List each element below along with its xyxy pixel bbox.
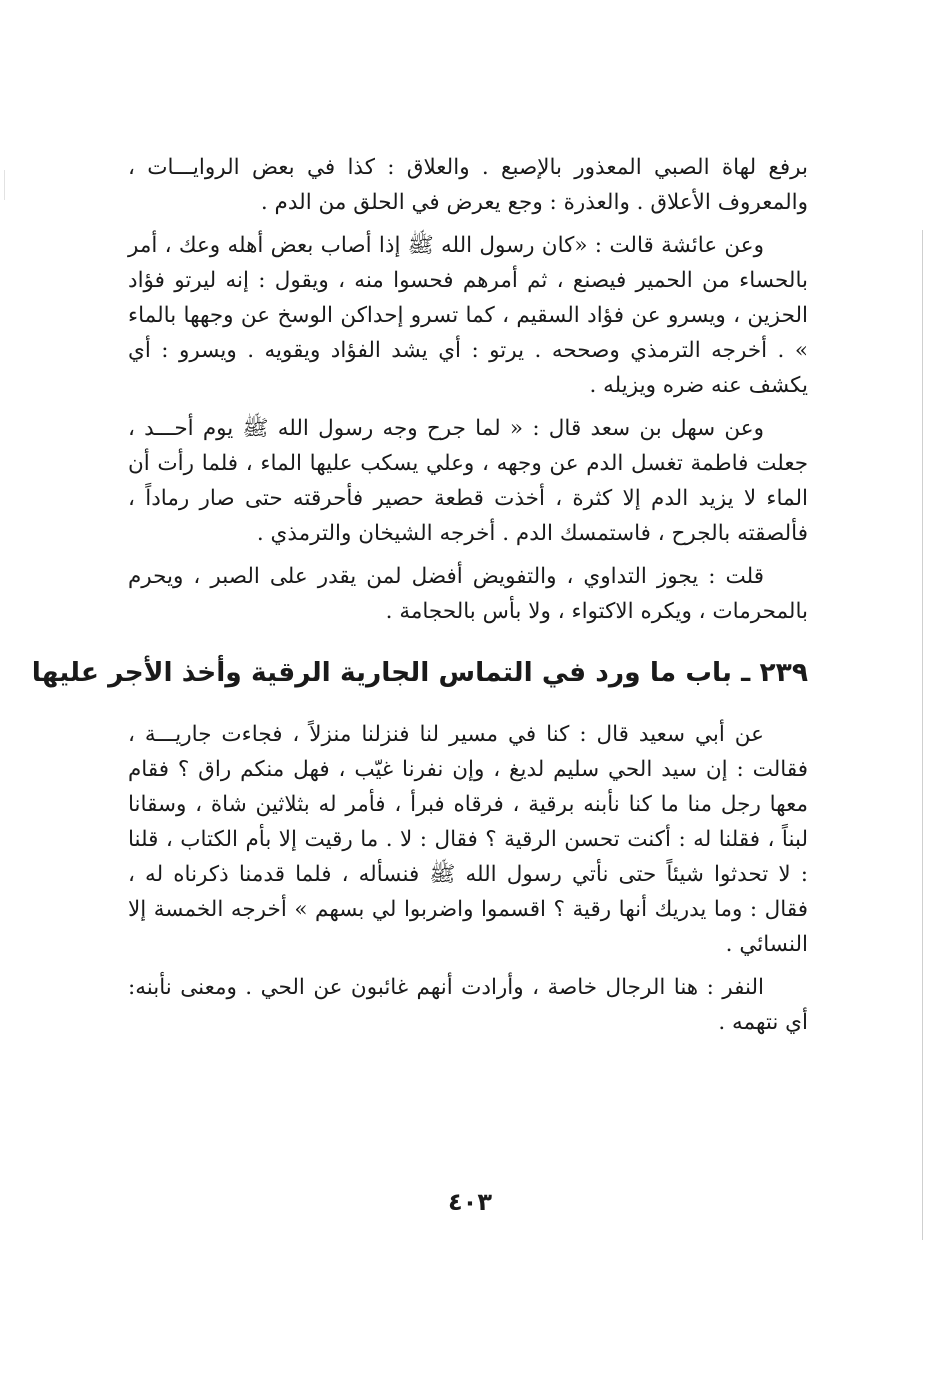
paragraph-1: برفع لهاة الصبي المعذور بالإصبع . والعلاق : كذا في بعض الروايـــات ، والمعروف الأعلاق . والعذرة : وجع يعرض في الحلق من الدم . (128, 155, 808, 215)
page-number: ٤٠٣ (448, 1188, 492, 1216)
paragraph-2: وعن عائشة قالت : «كان رسول الله ﷺ إذا أصاب بعض أهله وعك ، أمر بالحساء من الحمير فيصنع ، ثم أمرهم فحسوا منه ، ويقول : إنه ليرتو فؤاد الحزين ، ويسرو عن فؤاد السقيم ، كما تسرو إحداكن الوسخ عن وجهها بالماء » . أخرجه الترمذي وصححه . يرتو : أي يشد الفؤاد ويقويه . ويسرو : أي يكشف عنه ضره ويزيله . (128, 233, 808, 398)
paragraph-6: النفر : هنا الرجال خاصة ، وأرادت أنهم غائبون عن الحي . ومعنى نأبنه: أي نتهمه . (128, 975, 808, 1035)
scan-edge-line (922, 230, 923, 1240)
page-body (31, 150, 808, 1048)
paragraph-4: قلت : يجوز التداوي ، والتفويض أفضل لمن يقدر على الصبر ، ويحرم بالمحرمات ، ويكره الاكتواء ، ولا بأس بالحجامة . (128, 564, 808, 624)
chapter-heading: ٢٣٩ ـ باب ما ورد في التماس الجارية الرقية وأخذ الأجر عليها (31, 657, 808, 688)
scan-edge-mark (4, 170, 5, 200)
paragraph-3: وعن سهل بن سعد قال : « لما جرح وجه رسول الله ﷺ يوم أحـــد ، جعلت فاطمة تغسل الدم عن وجهه ، وعلي يسكب عليها الماء ، فلما رأت أن الماء لا يزيد الدم إلا كثرة ، أخذت قطعة حصير فأحرقته حتى صار رماداً ، فألصقته بالجرح ، فاستمسك الدم . أخرجه الشيخان والترمذي . (128, 416, 808, 546)
paragraph-5: عن أبي سعيد قال : كنا في مسير لنا فنزلنا منزلاً ، فجاءت جاريـــة ، فقالت : إن سيد الحي سليم لديغ ، وإن نفرنا غيّب ، فهل منكم راق ؟ فقام معها رجل منا ما كنا نأبنه برقية ، فرقاه فبرأ ، فأمر له بثلاثين شاة ، وسقانا لبناً ، فقلنا له : أكنت تحسن الرقية ؟ فقال : لا . ما رقيت إلا بأم الكتاب ، قلنا : لا تحدثوا شيئاً حتى نأتي رسول الله ﷺ فنسأله ، فلما قدمنا ذكرناه له ، فقال : وما يدريك أنها رقية ؟ اقسموا واضربوا لي بسهم » أخرجه الخمسة إلا النسائي . (128, 722, 808, 957)
